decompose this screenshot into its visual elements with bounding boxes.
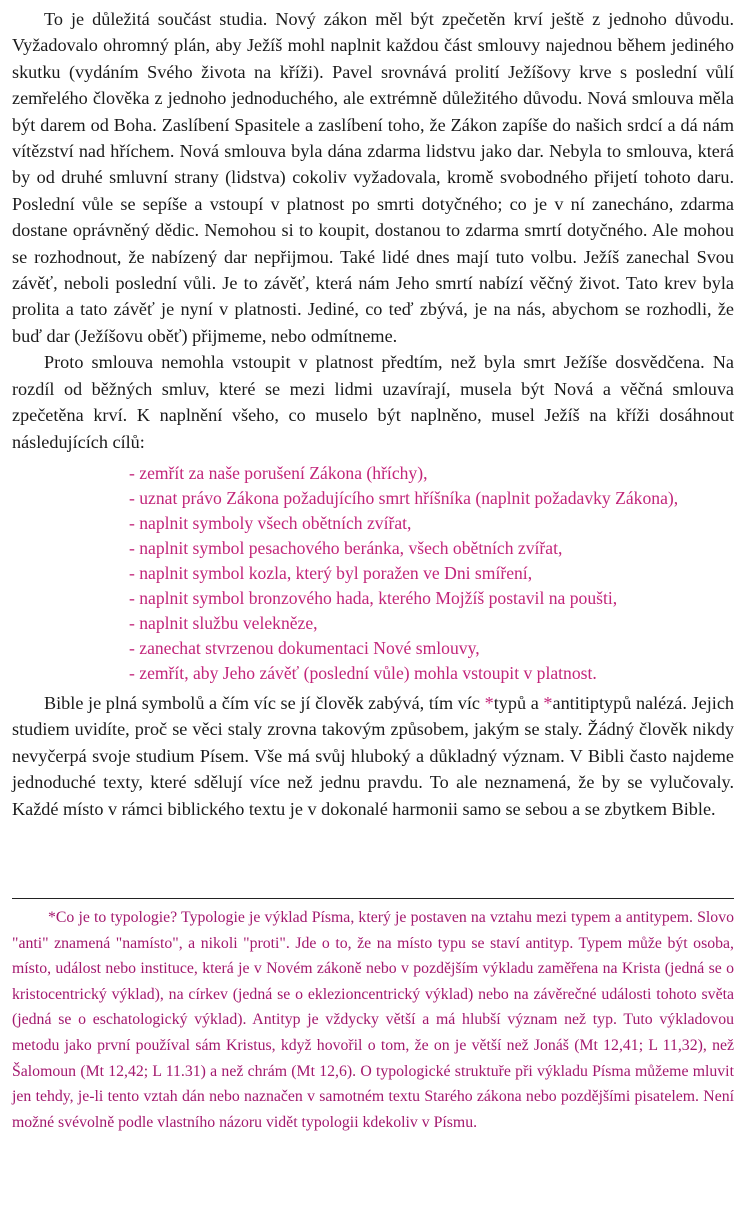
paragraph-3 bbox=[12, 690, 734, 822]
footnote-text-2: , než Šalomoun bbox=[12, 1036, 734, 1080]
footnote-divider bbox=[12, 898, 734, 899]
paragraph-3-part-b: typů a bbox=[493, 692, 544, 713]
footnote-text bbox=[12, 905, 734, 1135]
paragraph-3-part-a: Bible je plná symbolů a čím víc se jí člověk zabývá, tím víc bbox=[44, 692, 485, 713]
footnote-marker: * bbox=[484, 692, 494, 713]
main-text bbox=[12, 6, 734, 822]
footnote-text-4: . O typologické struktuře při výkladu Písma můžeme mluvit jen tehdy, je-li tento vztah dán nebo naznačen v samotném textu Starého zákona nebo pozdějšími pisatelem. Není možné svévolně podle vlastního názoru vidět typologii kdekoliv v Písmu. bbox=[12, 1062, 734, 1131]
goal-item: - naplnit symboly všech obětních zvířat, bbox=[129, 512, 412, 533]
goal-item: - naplnit symbol bronzového hada, kterého Mojžíš postavil na poušti, bbox=[129, 587, 618, 608]
paragraph-1: To je důležitá součást studia. Nový zákon měl být zpečetěn krví ještě z jednoho důvodu. Vyžadovalo ohromný plán, aby Ježíš mohl naplnit každou část smlouvy najednou během jediného skutku (vydáním Svého života na kříži). Pavel srovnává prolití Ježíšovy krve s poslední vůlí zemřelého člověka z jednoho jednoduchého, ale extrémně důležitého důvodu. Nová smlouva měla být darem od Boha. Zaslíbení Spasitele a zaslíbení toho, že Zákon zapíše do našich srdcí a dá nám vítězství nad hříchem. Nová smlouva byla dána zdarma lidstvu jako dar. Nebyla to smlouva, která by od druhé smluvní strany (lidstva) cokoliv vyžadovala, kromě svobodného přijetí tohoto daru. Poslední vůle se sepíše a vstoupí v platnost po smrti dotyčného; co je v ní zanecháno, zdarma dostane oprávněný dědic. Nemohou si to koupit, dostanou to zdarma smrtí dotyčného. Ale mohou se rozhodnout, že nabízený dar nepřijmou. Také lidé dnes mají tuto volbu. Ježíš zanechal Svou závěť, neboli poslední vůli. Je to závěť, která nám Jeho smrtí nabízí věčný život. Tato krev byla prolita a tato závěť je nyní v platnosti. Jediné, co teď zbývá, je na nás, abychom se rozhodli, že buď dar (Ježíšovu oběť) přijmeme, nebo odmítneme. bbox=[12, 9, 734, 346]
goal-item: - naplnit symbol kozla, který byl poražen ve Dni smíření, bbox=[129, 562, 533, 583]
bible-reference: (Mt 12,42; L 11.31) bbox=[80, 1062, 206, 1080]
goal-item: - zemřít za naše porušení Zákona (hříchy), bbox=[129, 462, 428, 483]
goal-item: - uznat právo Zákona požadujícího smrt hříšníka (naplnit požadavky Zákona), bbox=[129, 487, 679, 508]
goals-list bbox=[12, 461, 734, 686]
footnote-text-1: *Co je to typologie? Typologie je výklad Písma, který je postaven na vztahu mezi typem a antitypem. Slovo "anti" znamená "namísto", a nikoli "proti". Jde o to, že na místo typu se staví antityp. Typem může být osoba, místo, událost nebo instituce, která je v Novém zákoně nebo v pozdějším výkladu zaměřena na Krista (jedná se o kristocentrický výklad), na církev (jedná se o eklezioncentrický výklad) nebo na závěrečné události tohoto světa (jedná se o eschatologický výklad). Antityp je vždycky větší a má hlubší význam než typ. Tuto výkladovou metodu jako první používal sám Kristus, když hovořil o tom, že on je větší než Jonáš bbox=[12, 909, 734, 1054]
paragraph-3-part-c: antitiptypů nalézá. Jejich studiem uvidíte, proč se věci staly zrovna takovým způsobem, jakým se staly. Žádný člověk nikdy nevyčerpá svoje studium Písem. Vše má svůj hluboký a důkladný význam. V Bibli často najdeme jednoduché texty, které sdělují více než jednu pravdu. To ale neznamená, že by se vylučovaly. Každé místo v rámci biblického textu je v dokonalé harmonii samo se sebou a se zbytkem Bible. bbox=[12, 692, 734, 819]
footnote bbox=[12, 905, 734, 1135]
goal-item: - zemřít, aby Jeho závěť (poslední vůle) mohla vstoupit v platnost. bbox=[129, 662, 597, 683]
bible-reference: (Mt 12,41; L 11,32) bbox=[574, 1036, 703, 1054]
goal-item: - naplnit službu velekněze, bbox=[129, 612, 318, 633]
footnote-text-3: a než chrám bbox=[205, 1062, 292, 1080]
goal-item: - zanechat stvrzenou dokumentaci Nové smlouvy, bbox=[129, 637, 480, 658]
footnote-marker: * bbox=[543, 692, 553, 713]
goal-item: - naplnit symbol pesachového beránka, všech obětních zvířat, bbox=[129, 537, 563, 558]
bible-reference: (Mt 12,6) bbox=[291, 1062, 353, 1080]
paragraph-2: Proto smlouva nemohla vstoupit v platnost předtím, než byla smrt Ježíše dosvědčena. Na rozdíl od běžných smluv, které se mezi lidmi uzavírají, musela být Nová a věčná smlouva zpečetěna krví. K naplnění všeho, co muselo být naplněno, musel Ježíš na kříži dosáhnout následujících cílů: bbox=[12, 352, 734, 452]
